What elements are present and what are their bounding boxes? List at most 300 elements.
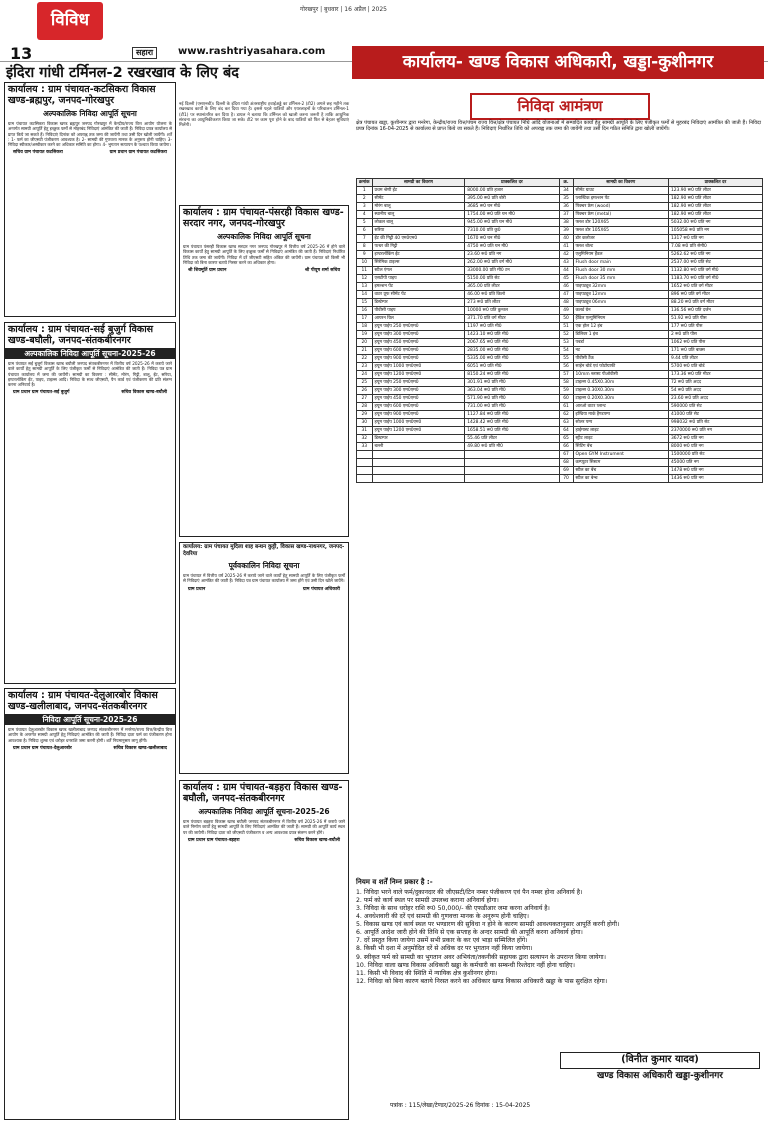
condition-item: 7. दरें प्रस्तुत किया जायेगा उसमें सभी प्रकार के कर एवं भाड़ा सम्मिलित होंगे। bbox=[356, 937, 528, 945]
table-row bbox=[357, 467, 763, 475]
table-row bbox=[357, 347, 763, 355]
table-cell: 5700 रू0 प्रति बोर्ड bbox=[668, 363, 762, 371]
table-cell: 1754.00 रू0 प्रति घन मी0 bbox=[465, 211, 559, 219]
table-cell: Flush door 30 mm bbox=[573, 267, 668, 275]
table-row bbox=[357, 323, 763, 331]
table-cell: 11 bbox=[357, 267, 373, 275]
table-cell: मोरंग बालू bbox=[372, 203, 465, 211]
table-cell: 731.00 रू0 प्रति मी0 bbox=[465, 403, 559, 411]
table-cell: 1658.51 रू0 प्रति मी0 bbox=[465, 427, 559, 435]
table-cell: एसटीपी पाइप bbox=[372, 275, 465, 283]
table-cell: 136.56 रू0 प्रति दर्जन bbox=[668, 307, 762, 315]
table-cell: पीवीसी पाइप bbox=[372, 307, 465, 315]
table-cell: स्ट्रीट लाइट bbox=[573, 435, 668, 443]
notice-body: ग्राम पंचायत में वित्तीय वर्ष 2025-26 में कराये जाने वाले कार्यों हेतु सामग्री आपूर्ति के लिए पंजीकृत फर्मों से निविदाएं आमंत्रित की जाती हैं। निविदा पत्र ग्राम पंचायत कार्यालय में जमा होंगे एवं उसी दिन खोले जायेंगे। bbox=[183, 573, 345, 584]
table-cell: 3672 रू0 प्रति नग bbox=[668, 435, 762, 443]
notice-deluarbor bbox=[4, 688, 176, 1120]
notice-badhara bbox=[179, 780, 349, 1120]
table-header-cell: सामग्री का विवरण bbox=[573, 179, 668, 187]
notice-title: कार्यालय : ग्राम पंचायत-बड़हरा विकास खण्ड-बघौली, जनपद-संतकबीरनगर bbox=[183, 782, 343, 804]
table-cell bbox=[465, 459, 559, 467]
table-cell: 182.90 रू0 प्रति लीटर bbox=[668, 203, 762, 211]
table-cell: 24 bbox=[357, 371, 373, 379]
table-cell: 8 bbox=[357, 243, 373, 251]
table-cell: 1183.70 रू0 प्रति वर्ग मी0 bbox=[668, 275, 762, 283]
tender-intro: क्षेत्र पंचायत खड्डा, कुशीनगर द्वारा मनरेगा, केन्द्रीय/राज्य वित्त/पंचम राज्य वित्त/क्षेत्र पंचायत निधि आदि योजनाओं में सम्पादित कार्यों हेतु सामग्री आपूर्ति के लिए पंजीकृत फर्मों से मुहरबंद निविदाएं आमंत्रित की जाती हैं। निविदा प्रपत्र दिनांक 16-04-2025 से कार्यालय से प्राप्त किये जा सकते हैं। निविदाएं निर्धारित तिथि को अपराह्न तक जमा की जायेंगी तथा उसी दिन गठित समिति द्वारा खोली जायेंगी। bbox=[356, 120, 761, 132]
table-cell: 945.00 रू0 प्रति घन मी0 bbox=[465, 219, 559, 227]
table-cell: प्लास्टिक इमल्शन पेंट bbox=[573, 195, 668, 203]
table-cell: 10000 रू0 प्रति कुन्तल bbox=[465, 307, 559, 315]
table-cell: डिस्टेम्पर bbox=[372, 299, 465, 307]
table-cell: 8150.24 रू0 प्रति मी0 bbox=[465, 371, 559, 379]
table-cell: सरिया bbox=[372, 227, 465, 235]
notice-title: कार्यालय: ग्राम पंचायत मुदिला शाह बन्धन कुट्टी, विकास खण्ड-नाथनगर, जनपद-देवरिया bbox=[183, 544, 345, 557]
table-row bbox=[357, 275, 763, 283]
table-cell: 53 bbox=[559, 339, 573, 347]
table-cell: सीमेंट bbox=[372, 195, 465, 203]
table-cell: 3685 रू0 घन मी0 bbox=[465, 203, 559, 211]
table-cell: 51 bbox=[559, 323, 573, 331]
table-cell: हयूम पाईप 600 एम0एम0 bbox=[372, 403, 465, 411]
table-cell: आयरन ग्रिल bbox=[372, 315, 465, 323]
table-cell: हयूम पाईप 250 एम0एम0 bbox=[372, 379, 465, 387]
table-cell: पिक्चर फ्रेम (metal) bbox=[573, 211, 668, 219]
condition-item: 2. फर्म को कार्य स्थल पर सामग्री उपलब्ध कराना अनिवार्य होगा। bbox=[356, 896, 499, 904]
table-cell: 45000 प्रति नग bbox=[668, 459, 762, 467]
condition-item: 11. किसी भी विवाद की स्थिति में न्यायिक क्षेत्र कुशीनगर होगा। bbox=[356, 969, 498, 977]
condition-item: 1. निविदा भरने वाले फर्म/दुकानदार की जीएसटी/टिन नम्बर पंजीकरण एवं पैन नम्बर होना अनिवार्य है। bbox=[356, 888, 583, 896]
table-cell: 395.00 रू0 प्रति बोरी bbox=[465, 195, 559, 203]
table-cell: 35 bbox=[559, 195, 573, 203]
notice-bar: अल्पकालिक निविदा आपूर्ति सूचना-2025-26 bbox=[5, 348, 175, 359]
table-cell: 46 bbox=[559, 283, 573, 291]
table-cell: 49.80 रू0 प्रति मी0 bbox=[465, 443, 559, 451]
table-cell: 571.90 रू0 प्रति मी0 bbox=[465, 395, 559, 403]
table-cell: नट bbox=[573, 347, 668, 355]
table-cell: 10mm ब्लास्ट पीओवीसी bbox=[573, 371, 668, 379]
table-row bbox=[357, 411, 763, 419]
table-cell: हयूम पाईप 900 एम0एम0 bbox=[372, 355, 465, 363]
table-cell: 123.90 रू0 प्रति लीटर bbox=[668, 187, 762, 195]
table-cell: 38 bbox=[559, 219, 573, 227]
table-cell: 1197 रू0 प्रति मी0 bbox=[465, 323, 559, 331]
table-row bbox=[357, 435, 763, 443]
table-cell: 69 bbox=[559, 467, 573, 475]
table-cell bbox=[372, 459, 465, 467]
table-row bbox=[357, 187, 763, 195]
conditions-title: नियम व शर्तें निम्न प्रकार है :- bbox=[356, 878, 433, 886]
table-cell: पिक्चर फ्रेम (wood) bbox=[573, 203, 668, 211]
table-cell: 4750 रू0 प्रति घन मी0 bbox=[465, 243, 559, 251]
notice-bar: अल्पकालिक निविदा आपूर्ति सूचना-2025-26 bbox=[198, 807, 330, 816]
table-cell: हयूम पाईप 250 एम0एम0 bbox=[372, 323, 465, 331]
table-cell: हयूम पाईप 1000 एम0एम0 bbox=[372, 419, 465, 427]
signature-right: श्री पीयूष शर्मा सचिव bbox=[304, 267, 340, 273]
table-cell: 1062 रू0 प्रति पीस bbox=[668, 339, 762, 347]
notice-signatures bbox=[180, 585, 348, 595]
table-cell: 46.00 रू0 प्रति किलो bbox=[465, 291, 559, 299]
table-cell: पाइपट्यूब 12mm bbox=[573, 291, 668, 299]
notice-title: कार्यालय : ग्राम पंचायत-सई बुजुर्ग विकास खण्ड-बघौली, जनपद-संतकबीरनगर bbox=[8, 324, 154, 346]
table-row bbox=[357, 371, 763, 379]
notice-mudila bbox=[179, 542, 349, 774]
table-row bbox=[357, 475, 763, 483]
table-row bbox=[357, 283, 763, 291]
signature-left: ग्राम प्रधान ग्राम पंचायत-सई बुजुर्ग bbox=[13, 389, 70, 395]
table-cell: 88.20 रू0 प्रति वर्ग मीटर bbox=[668, 299, 762, 307]
table-cell: हयूम पाईप 450 एम0एम0 bbox=[372, 339, 465, 347]
table-cell: 21 bbox=[357, 347, 373, 355]
news-body: नई दिल्ली (एसएनबी)। दिल्ली के इंदिरा गांधी अंतरराष्ट्रीय हवाईअड्डे का टर्मिनल-2 (टी2) अगले छह महीने तक रखरखाव कार्यों के लिए बंद कर दिया गया है। इससे पहले यात्रियों और एयरलाइनों के परिचालन टर्मिनल-1 (टी1) पर स्थानांतरित कर दिया है। डायल ने बताया कि टर्मिनल को खाली करना जरूरी है ताकि आधुनिक संरचना का आधुनिकीकरण किया जा सके। टी2 पर काम पूरा होने के बाद यात्रियों को फिर से बेहतर सुविधाएं मिलेंगी। bbox=[179, 102, 349, 129]
table-row bbox=[357, 419, 763, 427]
date-line: गोरखपुर | बुधवार | 16 अप्रैल | 2025 bbox=[300, 6, 388, 13]
table-cell: 28 bbox=[357, 403, 373, 411]
table-cell: 7310.00 प्रति कु0 bbox=[465, 227, 559, 235]
table-cell: 56 bbox=[559, 363, 573, 371]
table-cell: 72 रू0 प्रति अदद bbox=[668, 379, 762, 387]
notice-title: कार्यालय : ग्राम पंचायत-कटसिकरा विकास खण्ड-ब्रह्मपुर, जनपद-गोरखपुर bbox=[8, 84, 156, 106]
table-cell: डिस्टम्पर bbox=[372, 435, 465, 443]
notice-bar: पूर्ववकालिन निविदा सूचना bbox=[228, 561, 300, 570]
table-cell: Flush door main bbox=[573, 259, 668, 267]
table-cell: 2067.65 रू0 प्रति मी0 bbox=[465, 339, 559, 347]
table-cell: 44 bbox=[559, 267, 573, 275]
table-cell: 66 bbox=[559, 443, 573, 451]
table-cell: टाइल्स 0.30X0.30m bbox=[573, 387, 668, 395]
table-cell: 59 bbox=[559, 387, 573, 395]
table-cell: आरओ वाटर प्लान्ट bbox=[573, 403, 668, 411]
table-cell: 1132.80 रू0 प्रति वर्ग मी0 bbox=[668, 267, 762, 275]
table-row bbox=[357, 299, 763, 307]
table-cell: 70 bbox=[559, 475, 573, 483]
table-cell: 1500000 प्रति सेट bbox=[668, 451, 762, 459]
table-cell: पाइपट्यूब 06mm bbox=[573, 299, 668, 307]
signature-left: ग्राम प्रधान ग्राम पंचायत-देलुआरबोर bbox=[13, 745, 72, 751]
table-cell: 1 bbox=[357, 187, 373, 195]
table-cell: 9.44 प्रति लीटर bbox=[668, 355, 762, 363]
signature-left: ग्राम प्रधान ग्राम पंचायत-बड़हरा bbox=[188, 837, 240, 843]
bdo-office-heading: कार्यालय- खण्ड विकास अधिकारी, खड्डा-कुशीनगर bbox=[352, 46, 764, 79]
table-cell: बल्ली bbox=[372, 443, 465, 451]
table-cell: स्थानीय बालू bbox=[372, 211, 465, 219]
table-cell: 2370000 रू0 प्रति नग bbox=[668, 427, 762, 435]
table-cell: हाईमास्ट लाइट bbox=[573, 427, 668, 435]
notice-body: ग्राम पंचायत देलुआरबोर विकास खण्ड खलीलाबाद जनपद संतकबीरनगर में मनरेगा/राज्य वित्त/केन्द्रीय वित्त आयोग के अन्तर्गत सामग्री आपूर्ति हेतु निविदाएं आमंत्रित की जाती हैं। निविदा दाता फर्म का पंजीकरण होना आवश्यक है। निविदा शुल्क एवं धरोहर धनराशि जमा करनी होगी। शर्तें नियमानुसार लागू होंगी। bbox=[8, 727, 172, 743]
table-header bbox=[357, 179, 763, 187]
notice-body: ग्राम पंचायत बड़हरा विकास खण्ड बघौली जनपद संतकबीरनगर में वित्तीय वर्ष 2025-26 में कराये जाने वाले निर्माण कार्यों हेतु सामग्री आपूर्ति के लिए निविदाएं आमंत्रित की जाती हैं। सामग्री की आपूर्ति कार्य स्थल पर की जायेगी। निविदा दाता को जीएसटी पंजीकरण व अन्य आवश्यक प्रपत्र संलग्न करने होंगे। bbox=[183, 819, 345, 835]
table-cell: 1436 रू0 प्रति नग bbox=[668, 475, 762, 483]
table-cell: 1478 रू0 प्रति नग bbox=[668, 467, 762, 475]
condition-item: 5. विकास खण्ड एवं कार्य स्थल पर भण्डारण की सुविधा न होने के कारण सामग्री आवश्यकतानुसार आपूर्ति करनी होगी। bbox=[356, 921, 620, 929]
table-cell: हयूम पाईप 1000 एम0एम0 bbox=[372, 363, 465, 371]
table-cell bbox=[357, 459, 373, 467]
table-cell: 55.46 प्रति लीटर bbox=[465, 435, 559, 443]
table-cell: ईंट की गिट्टी 40 एम0एम0 bbox=[372, 235, 465, 243]
signature-left: श्री शिवमूर्ति ग्राम प्रधान bbox=[188, 267, 227, 273]
table-cell: 896 रू0 प्रति वर्ग मीटर bbox=[668, 291, 762, 299]
table-cell: 40 bbox=[559, 235, 573, 243]
table-cell: सीमेंट ग्राउट bbox=[573, 187, 668, 195]
notice-title: कार्यालय : ग्राम पंचायत-पंसरही विकास खण्ड-सरदार नगर, जनपद-गोरखपुर bbox=[183, 207, 344, 229]
table-cell: सोलर पम्प bbox=[573, 419, 668, 427]
table-row bbox=[357, 331, 763, 339]
table-cell: 26 bbox=[357, 387, 373, 395]
table-cell: 2 bbox=[357, 195, 373, 203]
table-cell bbox=[357, 475, 373, 483]
table-cell: स्टील एंगल bbox=[372, 267, 465, 275]
table-cell: हयूम पाईप 300 एम0एम0 bbox=[372, 387, 465, 395]
table-cell: फ्लश डोर 105X65 bbox=[573, 227, 668, 235]
table-cell: डोर कलोजर bbox=[573, 235, 668, 243]
table-cell: स्टील का बेन्च bbox=[573, 475, 668, 483]
table-cell: 5335.00 रू0 प्रति मी0 bbox=[465, 355, 559, 363]
table-row bbox=[357, 379, 763, 387]
table-cell: 2 रू0 प्रति पीस bbox=[668, 331, 762, 339]
table-cell: इण्डिया मार्क हैण्डपम्प bbox=[573, 411, 668, 419]
page-number: 13 bbox=[10, 44, 33, 63]
conditions-list bbox=[356, 889, 763, 986]
table-cell: 23.60 रू0 प्रति नग bbox=[465, 251, 559, 259]
table-row bbox=[357, 363, 763, 371]
table-header-cell: प्राक्कलित दर bbox=[668, 179, 762, 187]
notice-sai-bujurg bbox=[4, 322, 176, 684]
table-cell: 1652 रू0 प्रति वर्ग मीटर bbox=[668, 283, 762, 291]
table-row bbox=[357, 243, 763, 251]
table-cell bbox=[465, 451, 559, 459]
notice-bar: अल्पकालिक निविदा आपूर्ति सूचना bbox=[43, 109, 137, 118]
notice-body: ग्राम पंचायत पंसरही विकास खण्ड सरदार नगर जनपद गोरखपुर में वित्तीय वर्ष 2025-26 में होने वाले विकास कार्यों हेतु सामग्री आपूर्ति के लिए इच्छुक फर्मों से निविदाएं आमंत्रित की जाती हैं। निविदाएं निर्धारित तिथि तक जमा की जायेंगी। निविदा में दरें जीएसटी सहित अंकित की जायेंगी। ग्राम पंचायत को किसी भी निविदा को बिना कारण बताये निरस्त करने का अधिकार होगा। bbox=[183, 244, 345, 265]
table-row bbox=[357, 259, 763, 267]
table-cell: 65 bbox=[559, 435, 573, 443]
table-cell: 173.36 रू0 प्रति मीटर bbox=[668, 371, 762, 379]
table-cell: 2835.00 रू0 प्रति मी0 bbox=[465, 347, 559, 355]
table-cell: 273 रू0 प्रति लीटर bbox=[465, 299, 559, 307]
condition-item: 6. आपूर्ति आदेश जारी होने की तिथि से एक सप्ताह के अन्दर सामग्री की आपूर्ति करना अनिवार्य होगा। bbox=[356, 929, 583, 937]
table-cell: टाइल्स 0.20X0.30m bbox=[573, 395, 668, 403]
signature-right: ग्राम पंचायत अधिकारी bbox=[302, 586, 340, 592]
notice-body: ग्राम पंचायत कटसिकरा विकास खण्ड ब्रह्मपुर जनपद गोरखपुर में केन्द्रीय/राज्य वित्त आयोग योजना के अन्तर्गत सामग्री आपूर्ति हेतु इच्छुक फर्मों से मोहरबंद निविदाएं आमंत्रित की जाती हैं। निविदा प्रपत्र कार्यालय से प्राप्त किये जा सकते हैं। निविदाएं दिनांक को अपराह्न तक जमा की जायेंगी तथा उसी दिन खोली जायेंगी। शर्तें : 1- फर्म का जीएसटी पंजीकरण आवश्यक है। 2- सामग्री की गुणवत्ता मानक के अनुरूप होनी चाहिए। 3- निविदा स्वीकार/अस्वीकार करने का अधिकार समिति का होगा। 4- भुगतान सत्यापन के पश्चात किया जायेगा। bbox=[8, 121, 172, 147]
tender-banner: निविदा आमंत्रण bbox=[470, 93, 650, 120]
table-cell: 590000 प्रति सेट bbox=[668, 403, 762, 411]
table-cell bbox=[372, 451, 465, 459]
table-cell: 60 bbox=[559, 395, 573, 403]
table-cell: सिटिंग बेंच bbox=[573, 443, 668, 451]
table-cell: 1423.10 रू0 प्रति मी0 bbox=[465, 331, 559, 339]
table-cell: 51.92 रू0 प्रति पीस bbox=[668, 315, 762, 323]
table-cell: पत्थर की गिट्टी bbox=[372, 243, 465, 251]
table-cell: 6051 रू0 प्रति मी0 bbox=[465, 363, 559, 371]
table-cell: 5032.00 रू0 प्रति नग bbox=[668, 219, 762, 227]
table-cell: 32 bbox=[357, 435, 373, 443]
table-cell: लोकल बालू bbox=[372, 219, 465, 227]
table-cell: 37 bbox=[559, 211, 573, 219]
table-cell: 23 bbox=[357, 363, 373, 371]
table-cell: 5262.62 रू0 प्रति नग bbox=[668, 251, 762, 259]
section-logo: विविध bbox=[37, 2, 103, 40]
table-cell: 62 bbox=[559, 411, 573, 419]
table-cell: 20 bbox=[357, 339, 373, 347]
condition-item: 3. निविदा के साथ धरोहर राशि रू0 50,000/- की एफडीआर जमा करना अनिवार्य है। bbox=[356, 904, 550, 912]
table-cell: 54 bbox=[559, 347, 573, 355]
table-cell: स्टील का बेंच bbox=[573, 467, 668, 475]
website-link[interactable]: www.rashtriyasahara.com bbox=[178, 46, 326, 57]
table-cell: 39 bbox=[559, 227, 573, 235]
table-cell: 25 bbox=[357, 379, 373, 387]
table-cell: 18 bbox=[357, 323, 373, 331]
table-cell: 177 रू0 प्रति पीस bbox=[668, 323, 762, 331]
table-cell: 5150.00 प्रति सेट bbox=[465, 275, 559, 283]
table-cell: 36 bbox=[559, 203, 573, 211]
table-row bbox=[357, 227, 763, 235]
table-cell: डिलिवर 1 इंच bbox=[573, 331, 668, 339]
table-cell: 58 bbox=[559, 379, 573, 387]
table-cell: 8000.00 प्रति हजार bbox=[465, 187, 559, 195]
table-header-cell: क्र. bbox=[559, 179, 573, 187]
notice-bar: अल्पकालिक निविदा आपूर्ति सूचना bbox=[217, 232, 311, 241]
table-cell: 50 bbox=[559, 315, 573, 323]
table-cell: 55 bbox=[559, 355, 573, 363]
table-row bbox=[357, 443, 763, 451]
table-cell: 49 bbox=[559, 307, 573, 315]
table-row bbox=[357, 315, 763, 323]
table-row bbox=[357, 195, 763, 203]
condition-item: 9. स्वीकृत फर्म को सामग्री का भुगतान अवर अभियंता/तकनीकी सहायक द्वारा सत्यापन के उपरान्त किया जायेगा। bbox=[356, 953, 606, 961]
rate-table bbox=[356, 178, 763, 483]
table-row bbox=[357, 203, 763, 211]
table-cell: 16 bbox=[357, 307, 373, 315]
table-cell: 43 bbox=[559, 259, 573, 267]
signature-right: सचिव विकास खण्ड-बघौली bbox=[121, 389, 167, 395]
table-row bbox=[357, 339, 763, 347]
table-cell: फ्लश डोर 120X65 bbox=[573, 219, 668, 227]
table-cell bbox=[465, 467, 559, 475]
news-headline: इंदिरा गांधी टर्मिनल-2 रखरखाव के लिए बंद bbox=[6, 65, 239, 81]
table-row bbox=[357, 267, 763, 275]
table-cell: 998032 रू0 प्रति सेट bbox=[668, 419, 762, 427]
table-row bbox=[357, 427, 763, 435]
table-cell: 14 bbox=[357, 291, 373, 299]
table-header-cell: सामग्री का विवरण bbox=[372, 179, 465, 187]
table-cell: इमल्शन पेंट bbox=[372, 283, 465, 291]
table-cell: 5 bbox=[357, 219, 373, 227]
notice-signatures bbox=[5, 388, 175, 398]
table-cell: 1317 रू0 प्रति नग bbox=[668, 235, 762, 243]
table-cell bbox=[465, 475, 559, 483]
notice-katsikra bbox=[4, 82, 176, 317]
notice-signatures bbox=[180, 266, 348, 276]
table-cell: 10 bbox=[357, 259, 373, 267]
table-cell: 7 bbox=[357, 235, 373, 243]
table-cell: 22 bbox=[357, 355, 373, 363]
table-cell: 19 bbox=[357, 331, 373, 339]
table-row bbox=[357, 387, 763, 395]
reference-number: पत्रांक : 115/लेखा/टेण्डर/2025-26 दिनांक : 15-04-2025 bbox=[390, 1102, 531, 1109]
table-row bbox=[357, 211, 763, 219]
notice-title: कार्यालय : ग्राम पंचायत-देलुआरबोर विकास खण्ड-खलीलाबाद, जनपद-संतकबीरनगर bbox=[8, 690, 158, 712]
notice-bar: निविदा आपूर्ति सूचना-2025-26 bbox=[5, 714, 175, 725]
table-cell: Flush door 35 mm bbox=[573, 275, 668, 283]
conditions-block bbox=[356, 878, 763, 986]
table-row bbox=[357, 355, 763, 363]
table-cell: 33 bbox=[357, 443, 373, 451]
table-row bbox=[357, 307, 763, 315]
table-cell: 34 bbox=[559, 187, 573, 195]
table-cell: 6 bbox=[357, 227, 373, 235]
table-cell: वाटर प्रूफ सीमेंट पेंट bbox=[372, 291, 465, 299]
table-cell: 54 रू0 प्रति अदद bbox=[668, 387, 762, 395]
table-cell bbox=[372, 475, 465, 483]
table-cell: 365.00 प्रति लीटर bbox=[465, 283, 559, 291]
table-row bbox=[357, 235, 763, 243]
table-cell: हैंडिल एल्युमिनियम bbox=[573, 315, 668, 323]
condition-item: 4. अवधेशवारी की दरें एवं सामग्री की गुणवत्ता मानक के अनुरूप होनी चाहिए। bbox=[356, 913, 529, 921]
table-cell: पबर्डा bbox=[573, 339, 668, 347]
table-cell: हयूम पाईप 300 एम0एम0 bbox=[372, 331, 465, 339]
table-cell: 4 bbox=[357, 211, 373, 219]
table-cell: Open GYM Instrument bbox=[573, 451, 668, 459]
table-cell: इण्टरलॉकिंग ईंट bbox=[372, 251, 465, 259]
condition-item: 12. निविदा को बिना कारण बताये निरस्त करने का अधिकार खण्ड विकास अधिकारी खड्डा के पास सुरक्षित रहेगा। bbox=[356, 977, 608, 985]
signature-left: सचिव ग्राम पंचायत कटसिकरा bbox=[13, 149, 63, 155]
table-cell: 13 bbox=[357, 283, 373, 291]
table-header-cell: क्रमांक bbox=[357, 179, 373, 187]
table-cell bbox=[357, 451, 373, 459]
table-cell: 363.04 रू0 प्रति मी0 bbox=[465, 387, 559, 395]
table-cell: 47 bbox=[559, 291, 573, 299]
table-cell: 61 bbox=[559, 403, 573, 411]
table-cell: 27 bbox=[357, 395, 373, 403]
signature-right: सचिव विकास खण्ड-खलीलाबाद bbox=[113, 745, 167, 751]
table-cell: 48 bbox=[559, 299, 573, 307]
table-cell: 171 रू0 प्रति बाक्स bbox=[668, 347, 762, 355]
table-cell: 64 bbox=[559, 427, 573, 435]
table-cell: पीवीसी टैंक bbox=[573, 355, 668, 363]
table-cell: 182.90 रू0 प्रति लीटर bbox=[668, 195, 762, 203]
table-cell: 67 bbox=[559, 451, 573, 459]
table-cell: 3 bbox=[357, 203, 373, 211]
table-row bbox=[357, 219, 763, 227]
table-row bbox=[357, 459, 763, 467]
table-cell: प्रथम श्रेणी ईंट bbox=[372, 187, 465, 195]
condition-item: 10. निविदा वाला खण्ड विकास अधिकारी खड्डा के कर्मचारी का सम्बन्धी रिश्तेदार नहीं होना चाहिए। bbox=[356, 961, 575, 969]
table-cell: 15 bbox=[357, 299, 373, 307]
table-cell: 68 bbox=[559, 459, 573, 467]
table-cell: 52 bbox=[559, 331, 573, 339]
officer-name: (विनीत कुमार यादव) bbox=[560, 1052, 760, 1069]
table-cell: 30 bbox=[357, 419, 373, 427]
brand-logo: सहारा bbox=[132, 47, 157, 59]
condition-item: 8. किसी भी दशा में अनुमोदित दरें से अधिक दर पर भुगतान नहीं किया जायेगा। bbox=[356, 945, 533, 953]
table-row bbox=[357, 451, 763, 459]
notice-body: ग्राम पंचायत सई बुजुर्ग विकास खण्ड बघौली जनपद संतकबीरनगर में वित्तीय वर्ष 2025-26 में कराये जाने वाले कार्यों हेतु सामग्री आपूर्ति के लिए पंजीकृत फर्मों से निविदाएं आमंत्रित की जाती हैं। निविदा पत्र ग्राम पंचायत कार्यालय में जमा की जायेंगी। सामग्री का विवरण : सीमेंट, मोरंग, गिट्टी, बालू, ईंट, सरिया, इण्टरलॉकिंग ईंट, पाइप, टाइल्स आदि। निविदा के साथ जीएसटी, पैन कार्ड एवं पंजीकरण की प्रति संलग्न करना अनिवार्य है। bbox=[8, 361, 172, 387]
table-cell: 182.90 रू0 प्रति लीटर bbox=[668, 211, 762, 219]
table-cell: हयूम पाईप 900 एम0एम0 bbox=[372, 411, 465, 419]
table-cell: पाइपट्यूब 32mm bbox=[573, 283, 668, 291]
table-cell: 57 bbox=[559, 371, 573, 379]
table-cell: 8000 रू0 प्रति नग bbox=[668, 443, 762, 451]
table-cell: 262.00 रू0 प्रति वर्ग मी0 bbox=[465, 259, 559, 267]
table-row bbox=[357, 291, 763, 299]
notice-signatures bbox=[180, 836, 348, 846]
table-cell: सिरेमिक टाइल्स bbox=[372, 259, 465, 267]
table-cell: कम्प्यूटर सिस्टम bbox=[573, 459, 668, 467]
table-cell: 42 bbox=[559, 251, 573, 259]
table-cell: 1127.84 रू0 प्रति मी0 bbox=[465, 411, 559, 419]
table-cell: 371.70 प्रति वर्ग मीटर bbox=[465, 315, 559, 323]
table-cell: 1428.42 रू0 प्रति मी0 bbox=[465, 419, 559, 427]
table-row bbox=[357, 395, 763, 403]
table-header-cell: प्राक्कलित दर bbox=[465, 179, 559, 187]
